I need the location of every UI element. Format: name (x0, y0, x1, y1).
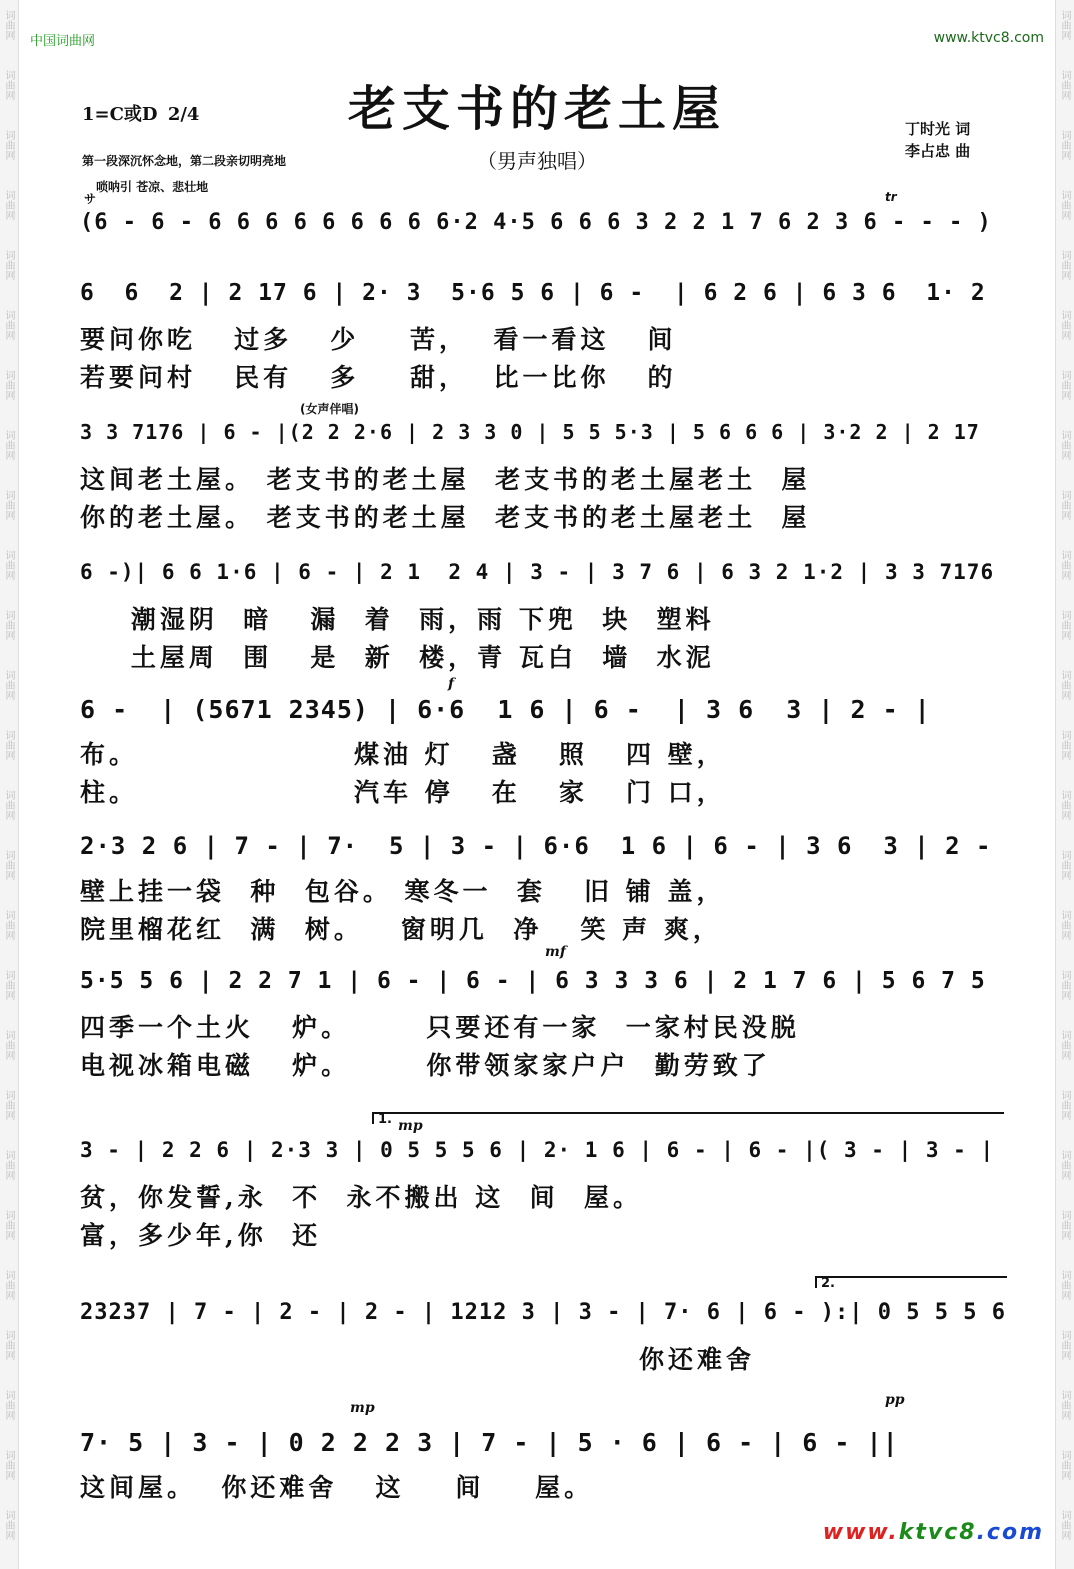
expression-mark-2: 唢呐引 苍凉、悲壮地 (96, 180, 209, 194)
notation-line: 2·3 2 6 | 7 - | 7· 5 | 3 - | 6·6 1 6 | 6 - | 3 6 3 | 2 - (80, 832, 992, 860)
margin-watermark: 词曲网 (3, 430, 14, 460)
volta-2 (815, 1276, 1007, 1291)
margin-watermark: 词曲网 (1059, 730, 1070, 760)
notation-line: 23237 | 7 - | 2 - | 2 - | 1212 3 | 3 - | 7· 6 | 6 - ):| 0 5 5 5 6 (80, 1300, 1006, 1325)
margin-watermark: 词曲网 (1059, 790, 1070, 820)
lyric-line-2: 电视冰箱电磁 炉。 你带领家家户户 勤劳致了 (80, 1051, 771, 1080)
right-margin-strip (1055, 0, 1074, 1569)
female-part-mark: (女声伴唱) (300, 402, 359, 416)
margin-watermark: 词曲网 (1059, 1510, 1070, 1540)
lyric-line-2: 院里榴花红 满 树。 窗明几 净 笑 声 爽， (80, 915, 722, 944)
site-url-right[interactable]: www.ktvc8.com (933, 30, 1044, 46)
lyric-line-1: 要问你吃 过多 少 苦， 看一看这 间 (80, 325, 677, 354)
margin-watermark: 词曲网 (3, 1090, 14, 1120)
lyric-line-1: 潮湿阴 暗 漏 着 雨，雨 下兜 块 塑料 (80, 605, 715, 634)
trill-mark: tr (885, 190, 897, 204)
margin-watermark: 词曲网 (1059, 370, 1070, 400)
score-row (70, 210, 1010, 256)
margin-watermark: 词曲网 (3, 910, 14, 940)
notation-line: 3 - | 2 2 6 | 2·3 3 | 0 5 5 5 6 | 2· 1 6 | 6 - | 6 - |( 3 - | 3 - | (80, 1138, 995, 1162)
margin-watermark: 词曲网 (3, 970, 14, 1000)
margin-watermark: 词曲网 (3, 190, 14, 220)
lyricist: 丁时光 词 (905, 120, 971, 138)
margin-watermark: 词曲网 (3, 1150, 14, 1180)
margin-watermark: 词曲网 (3, 1330, 14, 1360)
margin-watermark: 词曲网 (3, 310, 14, 340)
margin-watermark: 词曲网 (1059, 1330, 1070, 1360)
margin-watermark: 词曲网 (1059, 970, 1070, 1000)
margin-watermark: 词曲网 (3, 550, 14, 580)
dynamic-mp-2: mp (350, 1400, 375, 1416)
key-text: 1=C或D (82, 104, 158, 125)
lyric-line-1: 布。 煤油 灯 盏 照 四 壁， (80, 740, 726, 769)
margin-watermark: 词曲网 (3, 1510, 14, 1540)
margin-watermark: 词曲网 (3, 130, 14, 160)
lyric-line-1: 你还难舍 (80, 1345, 755, 1374)
composer: 李占忠 曲 (905, 142, 971, 160)
margin-watermark: 词曲网 (3, 250, 14, 280)
margin-watermark: 词曲网 (1059, 1450, 1070, 1480)
notation-line: 3 3 7176 | 6 - |(2 2 2·6 | 2 3 3 0 | 5 5 5·3 | 5 6 6 6 | 3·2 2 | 2 17 (80, 420, 980, 444)
margin-watermark: 词曲网 (3, 1210, 14, 1240)
lyric-line-2: 柱。 汽车 停 在 家 门 口， (80, 778, 726, 807)
margin-watermark: 词曲网 (3, 790, 14, 820)
margin-watermark: 词曲网 (1059, 490, 1070, 520)
margin-watermark: 词曲网 (3, 1390, 14, 1420)
margin-watermark: 词曲网 (3, 1450, 14, 1480)
logo-part-a: www. (822, 1520, 899, 1545)
margin-watermark: 词曲网 (1059, 1390, 1070, 1420)
volta-2-label: 2. (821, 1276, 835, 1291)
margin-watermark: 词曲网 (1059, 430, 1070, 460)
song-title: 老支书的老土屋 (347, 81, 726, 137)
margin-watermark: 词曲网 (1059, 1210, 1070, 1240)
logo-part-b: ktvc8 (898, 1520, 977, 1545)
site-logo[interactable] (823, 1520, 1044, 1545)
lyric-line-2: 若要问村 民有 多 甜， 比一比你 的 (80, 363, 677, 392)
key-signature (82, 100, 199, 126)
notation-line: (6 - 6 - 6 6 6 6 6 6 6 6 6·2 4·5 6 6 6 3 2 2 1 7 6 2 3 6 - - - ) (80, 210, 992, 235)
margin-watermark: 词曲网 (1059, 550, 1070, 580)
dynamic-f: f (448, 676, 455, 692)
margin-watermark: 词曲网 (1059, 1090, 1070, 1120)
lyric-line-1: 这间老土屋。 老支书的老土屋 老支书的老土屋老土 屋 (80, 465, 811, 494)
margin-watermark: 词曲网 (1059, 1030, 1070, 1060)
margin-watermark: 词曲网 (1059, 610, 1070, 640)
margin-watermark: 词曲网 (1059, 850, 1070, 880)
notation-line: 5·5 5 6 | 2 2 7 1 | 6 - | 6 - | 6 3 3 3 6 | 2 1 7 6 | 5 6 7 5 (80, 968, 986, 994)
margin-watermark: 词曲网 (1059, 70, 1070, 100)
notation-line: 6 6 2 | 2 17 6 | 2· 3 5·6 5 6 | 6 - | 6 2 6 | 6 3 6 1· 2 (80, 280, 986, 306)
lyric-line-1: 壁上挂一袋 种 包谷。 寒冬一 套 旧 铺 盖， (80, 877, 726, 906)
notation-line: 7· 5 | 3 - | 0 2 2 2 3 | 7 - | 5 · 6 | 6 - | 6 - || (80, 1428, 899, 1457)
logo-part-c: .com (976, 1520, 1044, 1545)
lyric-line-2: 你的老土屋。 老支书的老土屋 老支书的老土屋老土 屋 (80, 503, 811, 532)
dynamic-mp-1: mp (398, 1118, 423, 1134)
credits (905, 118, 970, 162)
margin-watermark: 词曲网 (3, 70, 14, 100)
margin-watermark: 词曲网 (1059, 1150, 1070, 1180)
lyric-line-1: 这间屋。 你还难舍 这 间 屋。 (80, 1473, 594, 1502)
dynamic-pp: pp (885, 1392, 905, 1408)
margin-watermark: 词曲网 (3, 850, 14, 880)
notation-line: 6 - | (5671 2345) | 6·6 1 6 | 6 - | 3 6 3 | 2 - | (80, 695, 931, 724)
margin-watermark: 词曲网 (1059, 910, 1070, 940)
margin-watermark: 词曲网 (1059, 190, 1070, 220)
margin-watermark: 词曲网 (1059, 310, 1070, 340)
margin-watermark: 词曲网 (3, 610, 14, 640)
left-margin-strip (0, 0, 19, 1569)
margin-watermark: 词曲网 (3, 730, 14, 760)
margin-watermark: 词曲网 (3, 670, 14, 700)
margin-watermark: 词曲网 (3, 1030, 14, 1060)
margin-watermark: 词曲网 (3, 10, 14, 40)
margin-watermark: 词曲网 (1059, 250, 1070, 280)
margin-watermark: 词曲网 (3, 370, 14, 400)
margin-watermark: 词曲网 (1059, 10, 1070, 40)
site-name-left[interactable]: 中国词曲网 (30, 34, 96, 49)
expression-mark-1: 第一段深沉怀念地，第二段亲切明亮地 (82, 154, 287, 168)
margin-watermark: 词曲网 (1059, 670, 1070, 700)
margin-watermark: 词曲网 (3, 490, 14, 520)
song-subtitle: （男声独唱） (477, 149, 597, 173)
lyric-line-2: 土屋周 围 是 新 楼，青 瓦白 墙 水泥 (80, 643, 715, 672)
volta-1-label: 1. (378, 1112, 392, 1127)
dynamic-mf: mf (545, 944, 566, 960)
notation-line: 6 -)| 6 6 1·6 | 6 - | 2 1 2 4 | 3 - | 3 7 6 | 6 3 2 1·2 | 3 3 7176 (80, 560, 995, 584)
margin-watermark: 词曲网 (3, 1270, 14, 1300)
time-signature: 2/4 (167, 104, 200, 125)
margin-watermark: 词曲网 (1059, 1270, 1070, 1300)
lyric-line-1: 贫，你发誓,永 不 永不搬出 这 间 屋。 (80, 1183, 643, 1212)
tempo-free-mark: サ (84, 192, 97, 206)
lyric-line-2: 富，多少年,你 还 (80, 1221, 322, 1250)
margin-watermark: 词曲网 (1059, 130, 1070, 160)
lyric-line-1: 四季一个土火 炉。 只要还有一家 一家村民没脱 (80, 1013, 800, 1042)
